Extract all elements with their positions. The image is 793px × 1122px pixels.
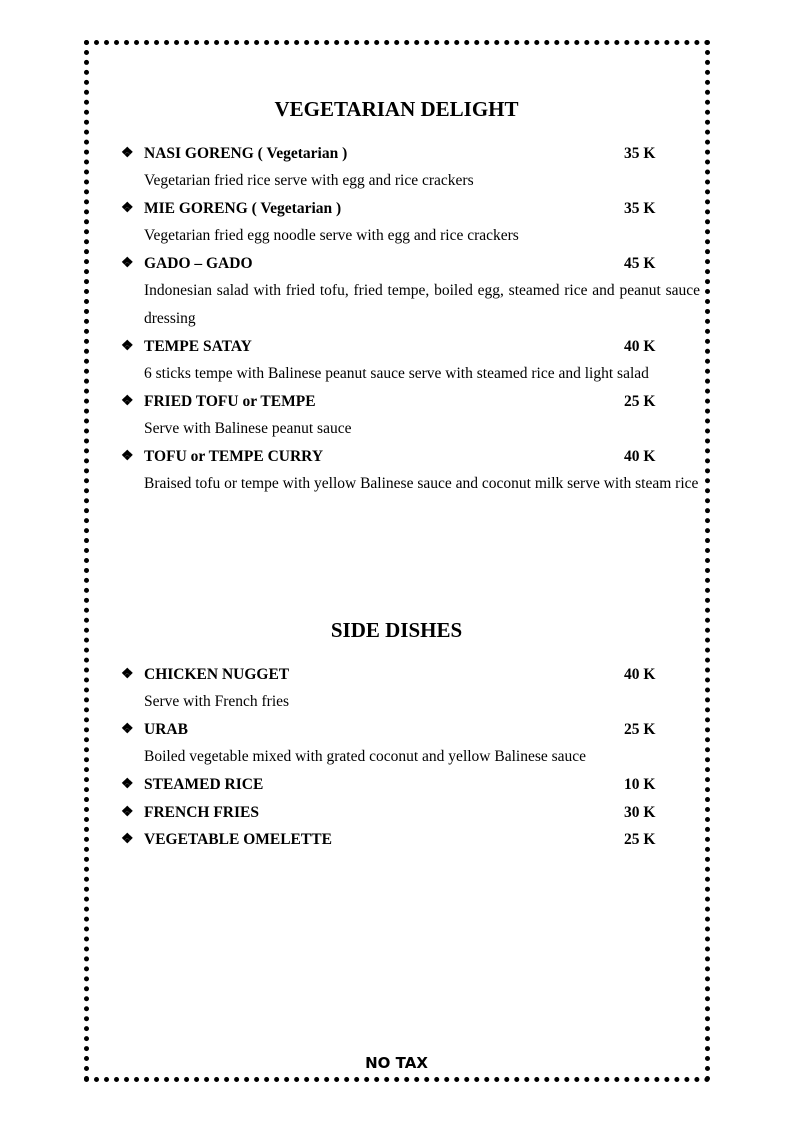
diamond-bullet-icon: ❖ [121,449,134,464]
menu-item-urab [121,721,681,743]
item-description: Vegetarian fried rice serve with egg and rice crackers [144,172,474,189]
menu-item-french-fries [121,804,681,826]
menu-item-fried-tofu-or-tempe [121,393,681,415]
diamond-bullet-icon: ❖ [121,201,134,216]
item-name: STEAMED RICE [144,776,264,793]
item-description: Braised tofu or tempe with yellow Balinese sauce and coconut milk serve with steam rice [144,475,699,492]
item-price: 45 K [624,255,656,272]
diamond-bullet-icon: ❖ [121,667,134,682]
item-price: 40 K [624,338,656,355]
item-description: 6 sticks tempe with Balinese peanut sauce serve with steamed rice and light salad [144,365,649,382]
item-description: Serve with French fries [144,693,290,710]
item-name: FRENCH FRIES [144,804,259,821]
item-price: 30 K [624,804,656,821]
menu-item-tofu-or-tempe-curry [121,448,681,470]
item-name: CHICKEN NUGGET [144,666,290,683]
diamond-bullet-icon: ❖ [121,146,134,161]
diamond-bullet-icon: ❖ [121,256,134,271]
item-price: 25 K [624,831,656,848]
item-price: 35 K [624,200,656,217]
item-name: VEGETABLE OMELETTE [144,831,332,848]
item-price: 10 K [624,776,656,793]
item-price: 25 K [624,721,656,738]
item-name: GADO – GADO [144,255,253,272]
item-price: 40 K [624,448,656,465]
menu-item-vegetable-omelette [121,831,681,853]
diamond-bullet-icon: ❖ [121,394,134,409]
item-name: URAB [144,721,188,738]
item-price: 25 K [624,393,656,410]
section-title-side-dishes: SIDE DISHES [330,618,463,642]
diamond-bullet-icon: ❖ [121,832,134,847]
menu-item-nasi-goreng [121,145,681,167]
dotted-page-border [84,40,710,1082]
item-name: TOFU or TEMPE CURRY [144,448,324,465]
menu-item-steamed-rice [121,776,681,798]
diamond-bullet-icon: ❖ [121,805,134,820]
diamond-bullet-icon: ❖ [121,722,134,737]
menu-item-mie-goreng [121,200,681,222]
item-description: Vegetarian fried egg noodle serve with egg and rice crackers [144,227,519,244]
item-description: Serve with Balinese peanut sauce [144,420,352,437]
diamond-bullet-icon: ❖ [121,339,134,354]
diamond-bullet-icon: ❖ [121,777,134,792]
item-name: FRIED TOFU or TEMPE [144,393,316,410]
menu-item-chicken-nugget [121,666,681,688]
item-price: 35 K [624,145,656,162]
item-name: NASI GORENG ( Vegetarian ) [144,145,348,162]
footer-no-tax: NO TAX [365,1054,428,1072]
item-price: 40 K [624,666,656,683]
menu-item-tempe-satay [121,338,681,360]
section-title-vegetarian-delight: VEGETARIAN DELIGHT [274,97,519,121]
item-name: TEMPE SATAY [144,338,252,355]
item-description: Indonesian salad with fried tofu, fried tempe, boiled egg, steamed rice and peanut sauce dressing [144,282,700,327]
menu-item-gado-gado [121,255,681,277]
item-name: MIE GORENG ( Vegetarian ) [144,200,342,217]
item-description: Boiled vegetable mixed with grated coconut and yellow Balinese sauce [144,748,587,765]
